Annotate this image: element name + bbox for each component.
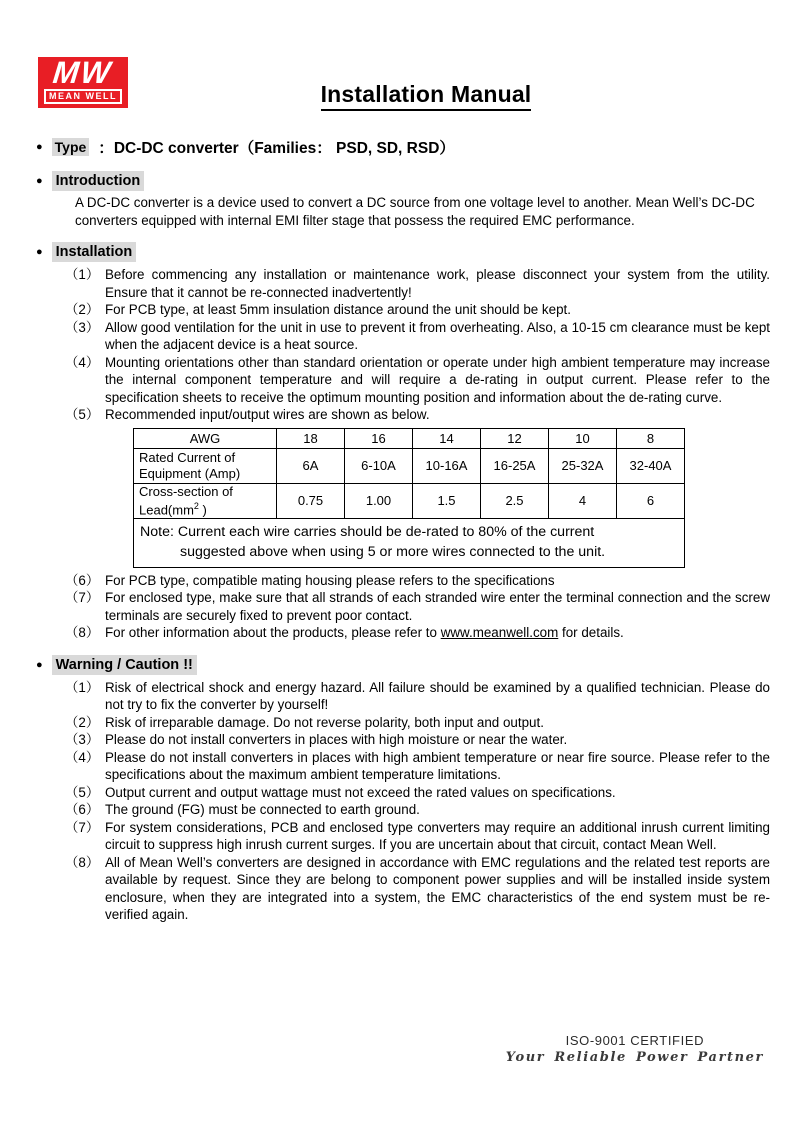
- list-item: [65, 801, 770, 819]
- item-marker: （3）: [65, 319, 100, 335]
- list-item: [65, 784, 770, 802]
- installation-heading-row: [36, 242, 770, 262]
- warning-heading-row: [36, 655, 770, 675]
- item-marker: （2）: [65, 714, 100, 730]
- row-label-text: Cross-section of Lead(mm: [139, 483, 233, 518]
- type-separator: ：: [98, 140, 114, 157]
- logo-monogram: MW: [51, 55, 115, 90]
- list-item: [65, 572, 770, 590]
- item-marker: （1）: [65, 267, 100, 282]
- item-text: Allow good ventilation for the unit in use to prevent it from overheating. Also, a 10-15 cm clearance must be kept when the adjacent device is a heat source.: [105, 319, 770, 352]
- introduction-heading-row: [36, 171, 770, 191]
- item-marker: （8）: [65, 854, 100, 870]
- item-text: For enclosed type, make sure that all strands of each stranded wire enter the terminal connection and the screw terminals are securely fixed to prevent poor contact.: [105, 590, 770, 623]
- item-text: Mounting orientations other than standard orientation or operate under high ambient temperature may increase the internal component temperature and will require a de-rating in output current. Please refer to the specification sheets to receive the optimum mounting position and information about the de-rating curve.: [105, 354, 770, 405]
- item-text: All of Mean Well’s converters are designed in accordance with EMC regulations and the related test reports are available by request. Since they are belong to component power supplies and will be installed inside system enclosure, when they are integrated into a system, the EMC characteristics of the end system must be re-verified again.: [105, 854, 770, 923]
- list-item: [65, 406, 770, 424]
- item-marker: （5）: [65, 407, 100, 422]
- table-cell: 1.00: [345, 483, 413, 518]
- row-label: Rated Current of Equipment (Amp): [134, 448, 277, 483]
- wire-gauge-table: [133, 428, 685, 568]
- item-marker: （6）: [65, 572, 100, 588]
- item-text: Please do not install converters in places with high moisture or near the water.: [105, 732, 568, 748]
- item-marker: （7）: [65, 590, 100, 606]
- installation-heading: Installation: [52, 242, 137, 262]
- item-marker: （4）: [65, 749, 100, 765]
- table-cell: 6-10A: [345, 448, 413, 483]
- list-item: [65, 819, 770, 854]
- item-text-before: For other information about the products, please refer to: [105, 625, 441, 641]
- item-text-after: for details.: [558, 625, 624, 641]
- meanwell-link[interactable]: www.meanwell.com: [440, 625, 559, 641]
- table-row-rated-current: [134, 448, 685, 483]
- header-cell: 12: [481, 428, 549, 448]
- section-introduction: [36, 171, 770, 229]
- list-item: [65, 624, 770, 642]
- row-label: [134, 483, 277, 518]
- list-item: [65, 714, 770, 732]
- note-line-2: suggested above when using 5 or more wires connected to the unit.: [180, 543, 606, 560]
- table-cell: 32-40A: [617, 448, 685, 483]
- item-marker: （4）: [65, 354, 100, 370]
- list-item: [65, 749, 770, 784]
- table-cell: 2.5: [481, 483, 549, 518]
- list-item: [65, 854, 770, 924]
- table-header-row: [134, 428, 685, 448]
- item-marker: （3）: [65, 732, 100, 748]
- type-line: [36, 136, 770, 158]
- item-text: For PCB type, compatible mating housing please refers to the specifications: [105, 572, 555, 588]
- item-text: [105, 624, 770, 642]
- type-label: Type: [52, 138, 90, 156]
- page-title: Installation Manual: [321, 81, 532, 111]
- header-cell: 18: [277, 428, 345, 448]
- table-cell: 6A: [277, 448, 345, 483]
- table-row-cross-section: [134, 483, 685, 518]
- item-text: For system considerations, PCB and enclosed type converters may require an additional inrush current limiting circuit to suppress high inrush current surges. If you are uncertain about that circuit, contact Mean Well.: [105, 819, 770, 853]
- item-marker: （5）: [65, 784, 100, 800]
- table-note: [134, 518, 685, 567]
- list-item: [65, 589, 770, 624]
- item-marker: （1）: [65, 679, 100, 695]
- list-item: [65, 354, 770, 407]
- table-cell: 6: [617, 483, 685, 518]
- table-note-row: [134, 518, 685, 567]
- bullet-icon: ●: [36, 141, 43, 153]
- logo-brand-label: MEAN WELL: [44, 89, 122, 104]
- list-item: [65, 679, 770, 714]
- header-cell: 16: [345, 428, 413, 448]
- list-item: [65, 301, 770, 319]
- item-marker: （2）: [65, 302, 100, 317]
- type-text: DC-DC converter（Families： PSD, SD, RSD）: [113, 140, 455, 157]
- page-header: [0, 0, 802, 134]
- warning-heading: Warning / Caution !!: [52, 655, 197, 675]
- note-line-1: Note: Current each wire carries should be de-rated to 80% of the current: [140, 523, 595, 540]
- bullet-icon: ●: [36, 246, 43, 258]
- table-cell: 0.75: [277, 483, 345, 518]
- header-cell-awg: AWG: [134, 428, 277, 448]
- item-text: Recommended input/output wires are shown as below.: [105, 407, 430, 422]
- item-text: Please do not install converters in places with high ambient temperature or near fire source. Please refer to the specifications about the maximum ambient temperature limitations.: [105, 749, 770, 783]
- header-cell: 14: [413, 428, 481, 448]
- table-cell: 25-32A: [549, 448, 617, 483]
- list-item: [65, 731, 770, 749]
- item-marker: （6）: [65, 802, 100, 818]
- list-item: [65, 266, 770, 301]
- table-cell: 10-16A: [413, 448, 481, 483]
- item-text: Risk of irreparable damage. Do not reverse polarity, both input and output.: [105, 714, 544, 730]
- page-content: [0, 136, 802, 924]
- row-label-sup: 2: [193, 501, 199, 511]
- table-cell: 4: [549, 483, 617, 518]
- installation-items: [65, 266, 770, 642]
- header-cell: 8: [617, 428, 685, 448]
- bullet-icon: ●: [36, 175, 43, 187]
- item-marker: （7）: [65, 819, 100, 835]
- item-text: For PCB type, at least 5mm insulation distance around the unit should be kept.: [105, 302, 571, 317]
- introduction-heading: Introduction: [52, 171, 145, 191]
- slogan-text: Your Reliable Power Partner: [505, 1050, 764, 1065]
- item-text: Before commencing any installation or maintenance work, please disconnect your system from the utility. Ensure that it cannot be re-connected inadvertently!: [105, 267, 770, 300]
- table-cell: 1.5: [413, 483, 481, 518]
- header-cell: 10: [549, 428, 617, 448]
- title-wrap: [25, 81, 802, 111]
- row-label-text: ): [198, 502, 207, 518]
- section-installation: [36, 242, 770, 642]
- item-text: The ground (FG) must be connected to earth ground.: [105, 802, 420, 818]
- item-text: Risk of electrical shock and energy hazard. All failure should be examined by a qualified technician. Please do not try to fix the converter by yourself!: [105, 679, 770, 713]
- item-marker: （8）: [65, 625, 100, 641]
- page-footer: [506, 1033, 764, 1065]
- section-warning: [36, 655, 770, 924]
- iso-certified-label: ISO-9001 CERTIFIED: [565, 1033, 705, 1048]
- bullet-icon: ●: [36, 658, 43, 671]
- warning-items: [65, 679, 770, 924]
- list-item: [65, 319, 770, 354]
- item-text: Output current and output wattage must not exceed the rated values on specifications.: [105, 784, 616, 800]
- table-cell: 16-25A: [481, 448, 549, 483]
- introduction-paragraph: A DC-DC converter is a device used to convert a DC source from one voltage level to another. Mean Well’s DC-DC converters equipped with internal EMI filter stage that possess the required EMC performance.: [75, 195, 755, 228]
- type-value: [98, 136, 455, 158]
